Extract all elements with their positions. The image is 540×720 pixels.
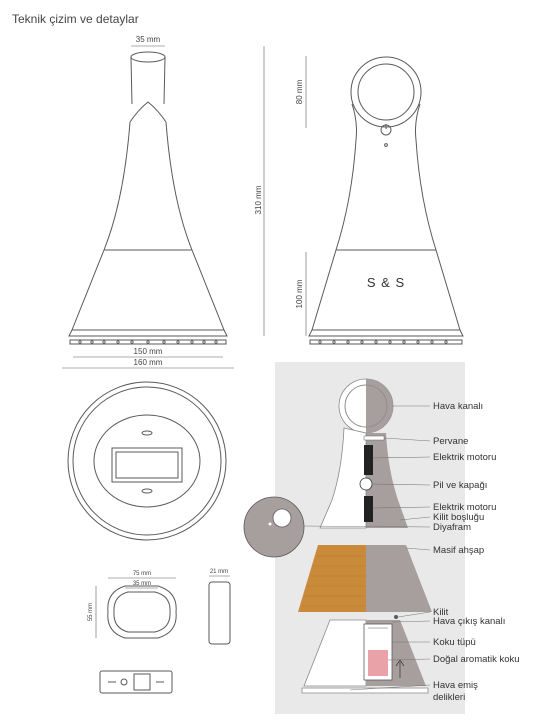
callout-air-outlet: Hava çıkış kanalı xyxy=(433,616,506,627)
side-view xyxy=(309,57,463,344)
dim-base-width: 150 mm xyxy=(133,347,163,356)
top-view xyxy=(68,382,226,540)
front-dimension-lines xyxy=(62,46,264,368)
front-view xyxy=(69,52,227,344)
dim-foot-width: 160 mm xyxy=(133,358,163,367)
callout-holes: delikleri xyxy=(433,692,466,703)
page-title: Teknik çizim ve detaylar xyxy=(12,12,139,26)
dim-total-height: 310 mm xyxy=(254,185,263,215)
dim-small-inner: 35 mm xyxy=(132,581,152,587)
callout-lock: Kilit xyxy=(433,607,449,618)
dim-top-width: 35 mm xyxy=(135,35,161,44)
callout-electric-motor-1: Elektrik motoru xyxy=(433,452,497,463)
dim-small-length: 75 mm xyxy=(132,571,152,577)
callout-air-intake: Hava emiş xyxy=(433,680,478,691)
callout-solid-wood: Masif ahşap xyxy=(433,545,485,556)
dim-lower-height: 100 mm xyxy=(295,279,304,309)
callout-propeller: Pervane xyxy=(433,436,469,447)
dim-small-depth: 21 mm xyxy=(209,569,229,575)
callout-lock-gap: Kilit boşluğu xyxy=(433,512,485,523)
front-base-holes xyxy=(79,341,217,343)
callout-battery-cover: Pil ve kapağı xyxy=(433,480,488,491)
callout-electric-motor-2: Elektrik motoru xyxy=(433,502,497,513)
dim-ring-height: 80 mm xyxy=(295,79,304,105)
brand-mark: S & S xyxy=(366,275,406,290)
dim-small-height: 55 mm xyxy=(88,602,94,622)
callout-diaphragm: Diyafram xyxy=(433,522,472,533)
diaphragm-disc xyxy=(244,497,304,557)
callout-air-channel: Hava kanalı xyxy=(433,401,484,412)
callout-scent-tube: Koku tüpü xyxy=(433,637,476,648)
side-base-holes xyxy=(319,341,447,343)
callout-natural-scent: Doğal aromatik koku xyxy=(433,654,520,665)
small-part-views xyxy=(100,582,230,693)
